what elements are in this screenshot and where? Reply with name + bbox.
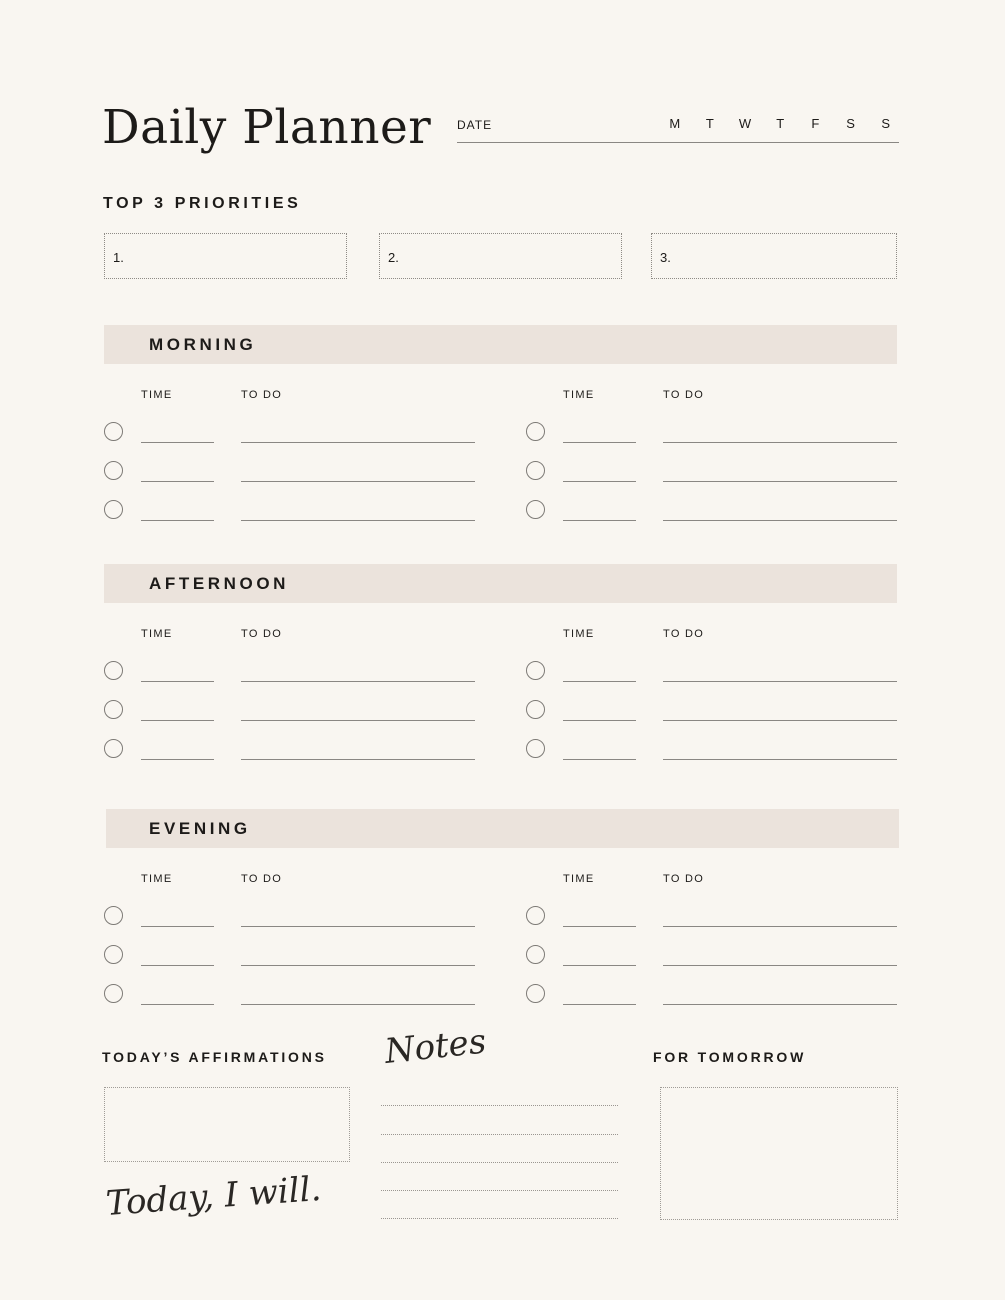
time-input-line[interactable]: [563, 520, 636, 521]
task-checkbox[interactable]: [526, 461, 545, 480]
time-input-line[interactable]: [563, 926, 636, 927]
todo-input-line[interactable]: [663, 681, 897, 682]
time-input-line[interactable]: [141, 520, 214, 521]
date-label: DATE: [457, 118, 493, 132]
time-input-line[interactable]: [141, 720, 214, 721]
todo-input-line[interactable]: [663, 520, 897, 521]
todo-input-line[interactable]: [663, 926, 897, 927]
affirmations-box[interactable]: [104, 1087, 350, 1162]
task-checkbox[interactable]: [526, 700, 545, 719]
todo-column-header: TO DO: [663, 389, 705, 401]
task-checkbox[interactable]: [526, 661, 545, 680]
notes-heading: Notes: [382, 1021, 488, 1072]
time-input-line[interactable]: [141, 681, 214, 682]
priority-box-1[interactable]: [104, 233, 347, 279]
time-input-line[interactable]: [141, 1004, 214, 1005]
task-checkbox[interactable]: [104, 661, 123, 680]
todo-input-line[interactable]: [241, 1004, 475, 1005]
todo-column-header: TO DO: [241, 873, 283, 885]
notes-line[interactable]: [381, 1162, 618, 1163]
task-checkbox[interactable]: [104, 984, 123, 1003]
todo-input-line[interactable]: [241, 759, 475, 760]
section-band-evening: [106, 809, 899, 848]
priority-number: 2.: [388, 250, 399, 265]
page-title: Daily Planner: [102, 100, 432, 155]
todo-input-line[interactable]: [663, 759, 897, 760]
todo-input-line[interactable]: [241, 926, 475, 927]
priority-box-2[interactable]: [379, 233, 622, 279]
time-input-line[interactable]: [141, 759, 214, 760]
task-checkbox[interactable]: [104, 461, 123, 480]
todo-input-line[interactable]: [241, 965, 475, 966]
time-input-line[interactable]: [563, 442, 636, 443]
todo-input-line[interactable]: [241, 442, 475, 443]
todo-input-line[interactable]: [663, 965, 897, 966]
weekday-sun[interactable]: S: [881, 116, 891, 131]
task-checkbox[interactable]: [526, 422, 545, 441]
todo-input-line[interactable]: [241, 481, 475, 482]
time-input-line[interactable]: [141, 926, 214, 927]
time-column-header: TIME: [563, 628, 595, 640]
today-i-will-label: Today, I will.: [104, 1169, 323, 1224]
task-checkbox[interactable]: [104, 422, 123, 441]
time-input-line[interactable]: [563, 681, 636, 682]
task-checkbox[interactable]: [526, 500, 545, 519]
todo-input-line[interactable]: [663, 481, 897, 482]
task-checkbox[interactable]: [104, 700, 123, 719]
weekday-mon[interactable]: M: [669, 116, 681, 131]
time-column-header: TIME: [141, 628, 173, 640]
weekday-tue[interactable]: T: [705, 116, 715, 131]
weekday-fri[interactable]: F: [811, 116, 820, 131]
time-input-line[interactable]: [563, 965, 636, 966]
todo-input-line[interactable]: [663, 442, 897, 443]
task-checkbox[interactable]: [104, 906, 123, 925]
date-field-line[interactable]: [457, 142, 899, 143]
section-title: EVENING: [149, 819, 251, 838]
time-column-header: TIME: [563, 873, 595, 885]
task-checkbox[interactable]: [104, 500, 123, 519]
priority-number: 3.: [660, 250, 671, 265]
task-checkbox[interactable]: [526, 945, 545, 964]
time-input-line[interactable]: [563, 1004, 636, 1005]
priority-box-3[interactable]: [651, 233, 897, 279]
notes-line[interactable]: [381, 1218, 618, 1219]
time-column-header: TIME: [141, 873, 173, 885]
todo-input-line[interactable]: [241, 520, 475, 521]
tomorrow-box[interactable]: [660, 1087, 898, 1220]
task-checkbox[interactable]: [104, 739, 123, 758]
time-input-line[interactable]: [141, 965, 214, 966]
time-input-line[interactable]: [141, 442, 214, 443]
weekday-thu[interactable]: T: [776, 116, 785, 131]
time-input-line[interactable]: [563, 481, 636, 482]
todo-column-header: TO DO: [663, 628, 705, 640]
time-input-line[interactable]: [141, 481, 214, 482]
todo-input-line[interactable]: [663, 720, 897, 721]
todo-column-header: TO DO: [241, 628, 283, 640]
time-column-header: TIME: [563, 389, 595, 401]
time-column-header: TIME: [141, 389, 173, 401]
weekday-sat[interactable]: S: [846, 116, 856, 131]
priorities-heading: TOP 3 PRIORITIES: [103, 195, 302, 212]
notes-line[interactable]: [381, 1134, 618, 1135]
priority-number: 1.: [113, 250, 124, 265]
task-checkbox[interactable]: [526, 906, 545, 925]
task-checkbox[interactable]: [104, 945, 123, 964]
notes-line[interactable]: [381, 1105, 618, 1106]
section-band-morning: [104, 325, 897, 364]
todo-column-header: TO DO: [663, 873, 705, 885]
section-band-afternoon: [104, 564, 897, 603]
todo-input-line[interactable]: [663, 1004, 897, 1005]
weekday-wed[interactable]: W: [738, 116, 752, 131]
affirmations-heading: TODAY’S AFFIRMATIONS: [102, 1049, 327, 1065]
time-input-line[interactable]: [563, 720, 636, 721]
todo-input-line[interactable]: [241, 681, 475, 682]
section-title: MORNING: [149, 335, 257, 354]
notes-line[interactable]: [381, 1190, 618, 1191]
todo-column-header: TO DO: [241, 389, 283, 401]
weekday-selector: [668, 116, 893, 131]
section-title: AFTERNOON: [149, 574, 290, 593]
tomorrow-heading: FOR TOMORROW: [653, 1049, 807, 1065]
task-checkbox[interactable]: [526, 739, 545, 758]
todo-input-line[interactable]: [241, 720, 475, 721]
task-checkbox[interactable]: [526, 984, 545, 1003]
time-input-line[interactable]: [563, 759, 636, 760]
